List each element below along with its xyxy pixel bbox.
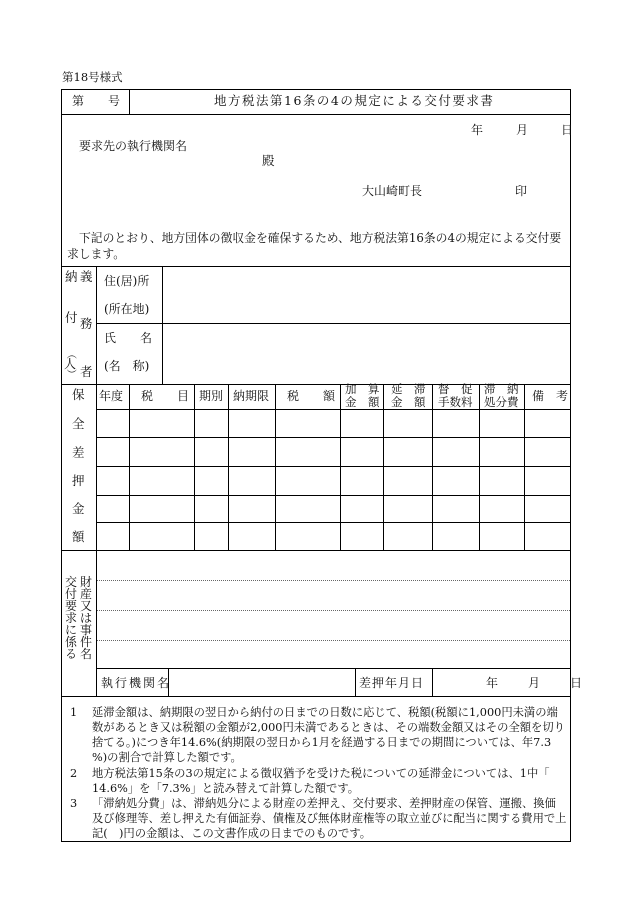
seizure-date-label: 差押年月日: [359, 676, 425, 690]
note-1: 1 延滞金額は、納期限の翌日から納付の日までの日数に応じて、税額(税額に1,000円未満の端 数があるとき又は税額の金額が2,000円未満であるときは、その端数金額又はその全額を切り 捨てる。)につき年14.6%(納期限の翌日から1月を経過する日までの期間については、年7.3 %)の割合で計算した額です。: [70, 706, 565, 764]
intro-line-2: 求します。: [67, 247, 126, 261]
name-label: 氏 名: [104, 331, 153, 345]
col-header-surcharge-2: 金 額: [345, 395, 380, 409]
document-number-label: 第 号: [72, 94, 121, 108]
property-side-label-left: 交 付 要 求 に 係 る: [64, 575, 77, 661]
honorific-dono: 殿: [262, 153, 275, 168]
col-header-late-fee-2: 金 額: [391, 395, 426, 409]
executing-agency-label: 執行機関名: [101, 676, 172, 690]
seizure-date-fields: 年 月 日: [486, 676, 585, 690]
col-header-disposition-fee-2: 処分費: [484, 395, 519, 409]
col-header-surcharge-1: 加 算: [345, 382, 380, 396]
name-sub-label: (名 称): [104, 359, 150, 373]
note-2: 2 地方税法第15条の3の規定による徴収猶予を受けた税についての延滞金については、1中「 14.6%」を「7.3%」と読み替えて計算した額です。: [70, 767, 550, 795]
address-field[interactable]: [163, 267, 570, 323]
col-header-period: 期別: [199, 389, 224, 403]
note-3: 3 「滞納処分費」は、滞納処分による財産の差押え、交付要求、差押財産の保管、運搬、換価 及び修理等、差し押えた有価証券、債権及び無体財産権等の取立並びに配当に関する費用で上 記( )円の金額は、この文書作成の日までのものです。: [70, 797, 567, 840]
form-number-label: 第18号様式: [62, 70, 123, 84]
col-header-fiscal-year: 年度: [99, 389, 124, 403]
col-header-demand-fee-1: 督 促: [438, 382, 473, 396]
col-header-tax-item: 税 目: [141, 389, 190, 403]
issue-date: 年 月 日: [471, 123, 577, 137]
address-sub-label: (所在地): [104, 302, 150, 316]
address-label: 住(居)所: [104, 274, 150, 288]
property-side-label-right: 財 産 又 は 事 件 名: [79, 575, 92, 661]
issuer-name: 大山崎町長: [362, 184, 423, 198]
intro-line-1: 下記のとおり、地方団体の徴収金を確保するため、地方税法第16条の4の規定による交付要: [79, 231, 562, 245]
col-header-disposition-fee-1: 滞 納: [484, 382, 519, 396]
addressee-label: 要求先の執行機関名: [79, 139, 188, 153]
name-field[interactable]: [163, 324, 570, 384]
col-header-due-date: 納期限: [233, 389, 270, 403]
col-header-remarks: 備 考: [532, 389, 569, 403]
seal-mark: 印: [515, 184, 528, 198]
col-header-late-fee-1: 延 滞: [391, 382, 426, 396]
executing-agency-field[interactable]: [169, 669, 355, 696]
document-title: 地方税法第16条の4の規定による交付要求書: [214, 93, 495, 108]
col-header-tax-amount: 税 額: [287, 389, 336, 403]
col-header-demand-fee-2: 手数料: [438, 395, 473, 409]
